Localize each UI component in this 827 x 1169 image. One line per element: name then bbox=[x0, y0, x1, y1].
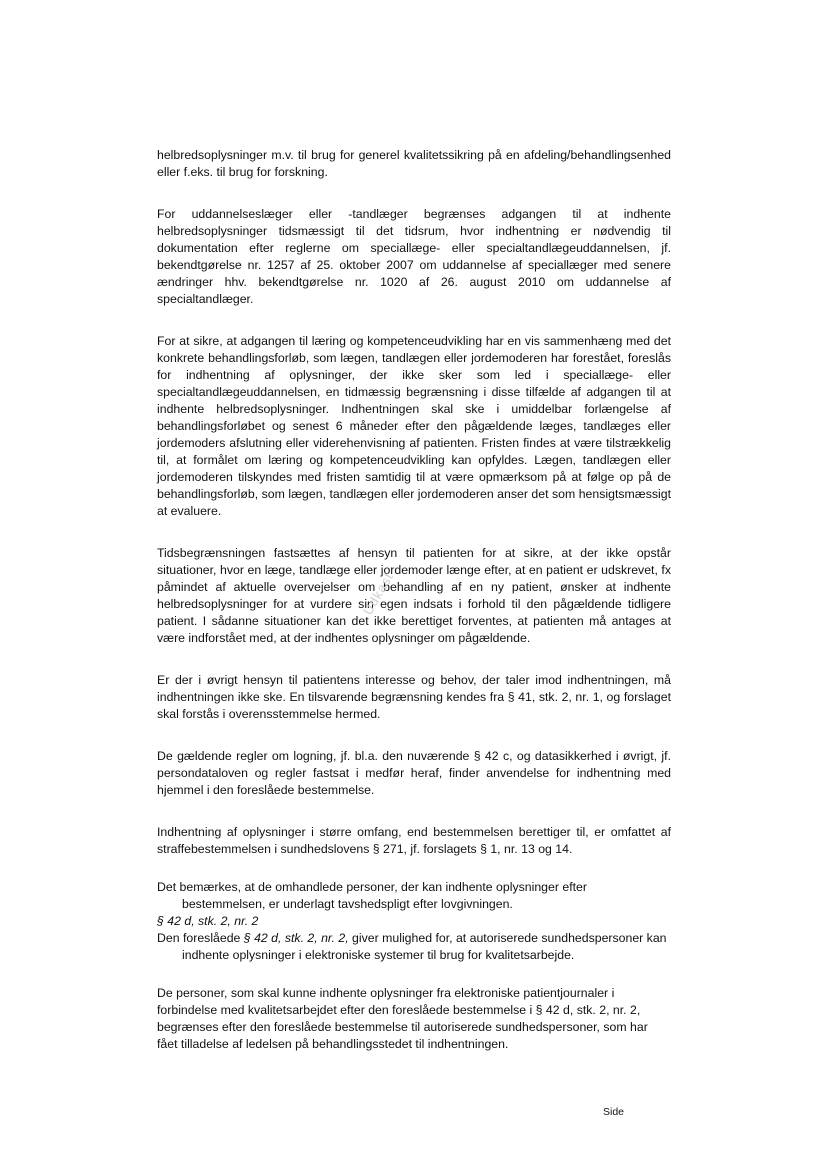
watermark: Udkast bbox=[360, 569, 397, 618]
page-footer-label: Side bbox=[603, 1106, 625, 1118]
paragraph-1: helbredsoplysninger m.v. til brug for generel kvalitetssikring på en afdeling/behandlingsenhed eller f.eks. til brug for forskning. bbox=[157, 148, 671, 179]
section-heading: § 42 d, stk. 2, nr. 2 bbox=[157, 914, 259, 928]
paragraph-7: Indhentning af oplysninger i større omfang, end bestemmelsen berettiger til, er omfattet af straffebestemmelsen i sundhedslovens § 271, jf. forslagets § 1, nr. 13 og 14. bbox=[157, 825, 671, 856]
paragraph-3: For at sikre, at adgangen til læring og kompetenceudvikling har en vis sammenhæng med det konkrete behandlingsforløb, som lægen, tandlægen eller jordemoderen har forestået, foreslås for indhentning af oplysninger, der ikke sker som led i speciallæge- eller specialtandlægeuddannelsen, en tidmæssig begrænsning i disse tilfælde af adgangen til at indhente helbredsoplysninger. Indhentningen skal ske i umiddelbar forlængelse af behandlingsforløbet og senest 6 måneder efter den pågældende læges, tandlæges eller jordemoders afslutning eller viderehenvisning af patienten. Fristen findes at være tilstrækkelig til, at formålet om læring og kompetenceudvikling kan opfyldes. Lægen, tandlægen eller jordemoderen tilskyndes med fristen samtidig til at være opmærksom på at følge op på de behandlingsforløb, som lægen, tandlægen eller jordemoderen anser det som hensigtsmæssigt at evaluere. bbox=[157, 334, 671, 518]
document-body bbox=[157, 147, 671, 1053]
paragraph-9 bbox=[157, 930, 671, 964]
paragraph-4: Tidsbegrænsningen fastsættes af hensyn til patienten for at sikre, at der ikke opstår situationer, hvor en læge, tandlæge eller jordemoder længe efter, at en patient er udskrevet, fx påmindet af aktuelle overvejelser om behandling af en ny patient, ønsker at indhente helbredsoplysninger for at vurdere sin egen indsats i forhold til den pågældende tidligere patient. I sådanne situationer kan det ikke berettiget forventes, at patienten må antages at være indforstået med, at der indhentes oplysninger om pågældende. bbox=[157, 546, 671, 645]
paragraph-5: Er der i øvrigt hensyn til patientens interesse og behov, der taler imod indhentningen, må indhentningen ikke ske. En tilsvarende begrænsning kendes fra § 41, stk. 2, nr. 1, og forslaget skal forstås i overensstemmelse hermed. bbox=[157, 673, 671, 721]
paragraph-2: For uddannelseslæger eller -tandlæger begrænses adgangen til at indhente helbredsoplysninger tidsmæssigt til det tidsrum, hvor indhentning er nødvendig til dokumentation efter reglerne om speciallæge- eller specialtandlægeuddannelsen, jf. bekendtgørelse nr. 1257 af 25. oktober 2007 om uddannelse af speciallæger med senere ændringer hhv. bekendtgørelse nr. 1020 af 26. august 2010 om uddannelse af specialtandlæger. bbox=[157, 207, 671, 306]
paragraph-6: De gældende regler om logning, jf. bl.a. den nuværende § 42 c, og datasikkerhed i øvrigt, jf. persondataloven og regler fastsat i medfør heraf, finder anvendelse for indhentning med hjemmel i den foreslåede bestemmelse. bbox=[157, 749, 671, 797]
paragraph-9-end: giver mulighed for, at autoriserede sundhedspersoner kan indhente oplysninger i elektroniske systemer til brug for kvalitetsarbejde. bbox=[182, 931, 667, 962]
paragraph-9-start: Den foreslåede bbox=[157, 931, 244, 945]
paragraph-8: Det bemærkes, at de omhandlede personer, der kan indhente oplysninger efter bestemmelsen, er underlagt tavshedspligt efter lovgivningen. bbox=[157, 880, 587, 911]
paragraph-9-reference: § 42 d, stk. 2, nr. 2, bbox=[243, 931, 349, 945]
paragraph-10: De personer, som skal kunne indhente oplysninger fra elektroniske patientjournaler i forbindelse med kvalitetsarbejdet efter den foreslåede bestemmelse i § 42 d, stk. 2, nr. 2, begrænses efter den foreslåede bestemmelse til autoriserede sundhedspersoner, som har fået tilladelse af ledelsen på behandlingsstedet til indhentningen. bbox=[157, 986, 648, 1051]
